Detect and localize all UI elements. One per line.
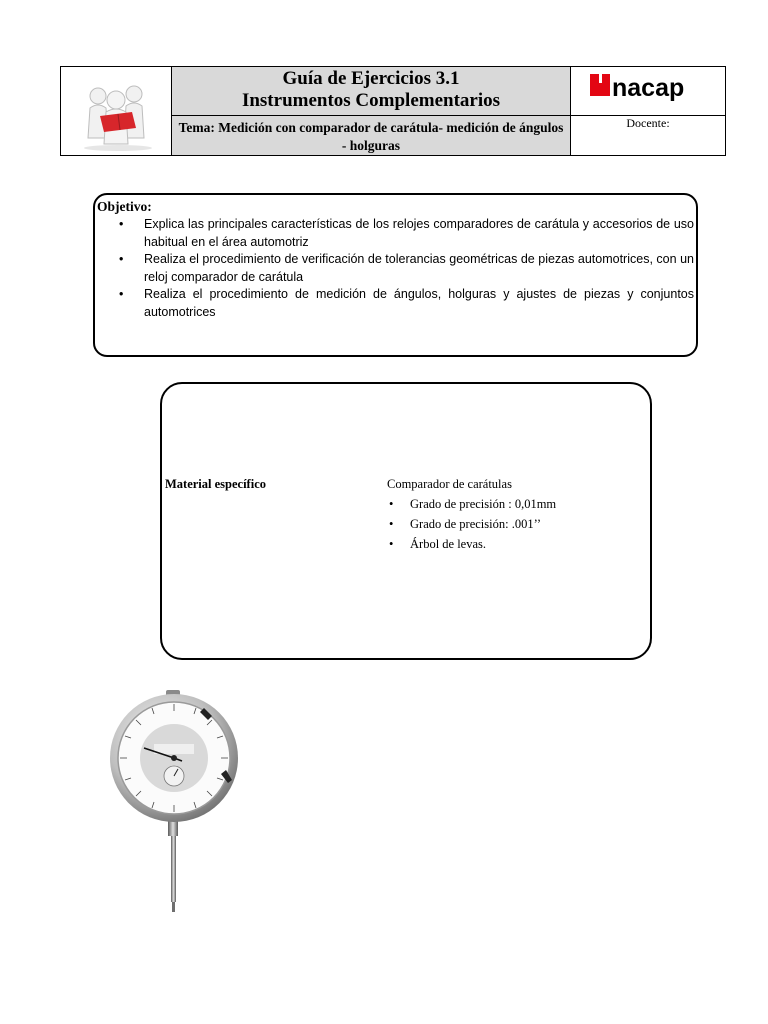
material-item-text: Grado de precisión : 0,01mm [410, 497, 557, 511]
bullet-icon: • [389, 537, 394, 551]
list-item [387, 494, 556, 514]
people-reading-icon [78, 80, 158, 152]
list-item [387, 534, 556, 554]
bullet-icon: • [119, 217, 124, 231]
material-item-text: Grado de precisión: .001’’ [410, 517, 541, 531]
objetivo-list [116, 216, 694, 321]
objetivo-item-text: Realiza el procedimiento de medición de ángulos, holguras y ajustes de piezas y conjuntos automotrices [144, 287, 694, 319]
material-label: Material específico [165, 477, 266, 491]
bullet-icon: • [119, 252, 124, 266]
list-item [116, 286, 694, 321]
list-item [116, 216, 694, 251]
objetivo-item-text: Explica las principales características de los relojes comparadores de carátula y accesorios de uso habitual en el área automotriz [144, 217, 694, 249]
material-heading: Comparador de carátulas [387, 477, 512, 491]
header-divider [570, 66, 571, 156]
material-list [387, 494, 556, 554]
objetivo-title: Objetivo: [97, 199, 152, 214]
bullet-icon: • [119, 287, 124, 301]
dial-gauge-illustration [108, 688, 248, 916]
bullet-icon: • [389, 517, 394, 531]
objetivo-item-text: Realiza el procedimiento de verificación de tolerancias geométricas de piezas automotrices, con un reloj comparador de carátula [144, 252, 694, 284]
page-title [172, 68, 570, 112]
tema-text: Tema: Medición con comparador de carátula- medición de ángulos - holguras [178, 120, 564, 153]
list-item [116, 251, 694, 286]
docente-label: Docente: [626, 116, 670, 130]
inacap-logo [590, 70, 702, 106]
material-item-text: Árbol de levas. [410, 537, 487, 551]
title-line-1: Guía de Ejercicios 3.1 [282, 68, 460, 89]
bullet-icon: • [389, 497, 394, 511]
list-item [387, 514, 556, 534]
title-line-2: Instrumentos Complementarios [241, 90, 501, 111]
logo-text: nacap [612, 74, 685, 102]
